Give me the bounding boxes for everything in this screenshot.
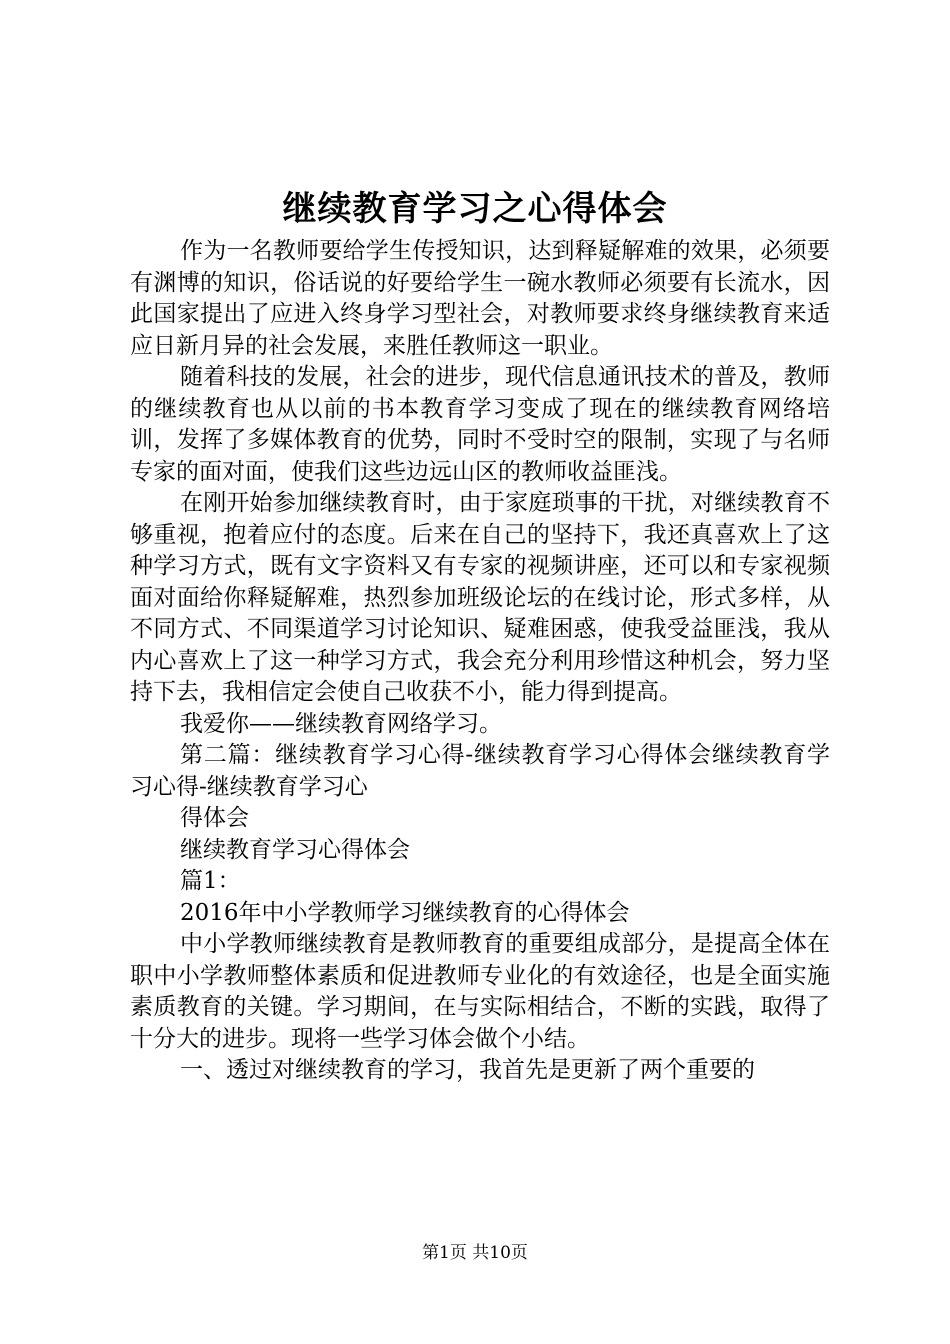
paragraph-3: 在刚开始参加继续教育时，由于家庭琐事的干扰，对继续教育不够重视，抱着应付的态度。后来在自己的坚持下，我还真喜欢上了这种学习方式，既有文字资料又有专家的视频讲座，还可以和专家视频面对面给你释疑解难，热烈参加班级论坛的在线讨论，形式多样，从不同方式、不同渠道学习讨论知识、疑难困惑，使我受益匪浅，我从内心喜欢上了这一种学习方式，我会充分利用珍惜这种机会，努力坚持下去，我相信定会使自己收获不小，能力得到提高。 xyxy=(130,490,830,705)
paragraph-1: 作为一名教师要给学生传授知识，达到释疑解难的效果，必须要有渊博的知识，俗话说的好要给学生一碗水教师必须要有长流水，因此国家提出了应进入终身学习型社会，对教师要求终身继续教育来适应日新月异的社会发展，来胜任教师这一职业。 xyxy=(130,238,830,359)
paragraph-10: 中小学教师继续教育是教师教育的重要组成部分，是提高全体在职中小学教师整体素质和促进教师专业化的有效途径，也是全面实施素质教育的关键。学习期间，在与实际相结合，不断的实践，取得了十分大的进步。现将一些学习体会做个小结。 xyxy=(130,931,830,1052)
paragraph-6: 得体会 xyxy=(180,805,249,831)
page-footer: 第1页 共10页 xyxy=(422,1243,528,1263)
paragraph-8: 篇1： xyxy=(180,868,241,894)
paragraph-9: 2016年中小学教师学习继续教育的心得体会 xyxy=(180,899,630,926)
paragraph-4: 我爱你——继续教育网络学习。 xyxy=(180,710,502,737)
paragraph-2: 随着科技的发展，社会的进步，现代信息通讯技术的普及，教师的继续教育也从以前的书本教育学习变成了现在的继续教育网络培训，发挥了多媒体教育的优势，同时不受时空的限制，实现了与名师专家的面对面，使我们这些边远山区的教师收益匪浅。 xyxy=(130,364,830,485)
paragraph-11: 一、透过对继续教育的学习，我首先是更新了两个重要的 xyxy=(180,1057,755,1083)
document-title: 继续教育学习之心得体会 xyxy=(282,189,668,229)
document-body xyxy=(130,236,830,1087)
paragraph-7: 继续教育学习心得体会 xyxy=(180,836,410,863)
paragraph-5: 第二篇：继续教育学习心得-继续教育学习心得体会继续教育学习心得-继续教育学习心 xyxy=(130,742,830,800)
